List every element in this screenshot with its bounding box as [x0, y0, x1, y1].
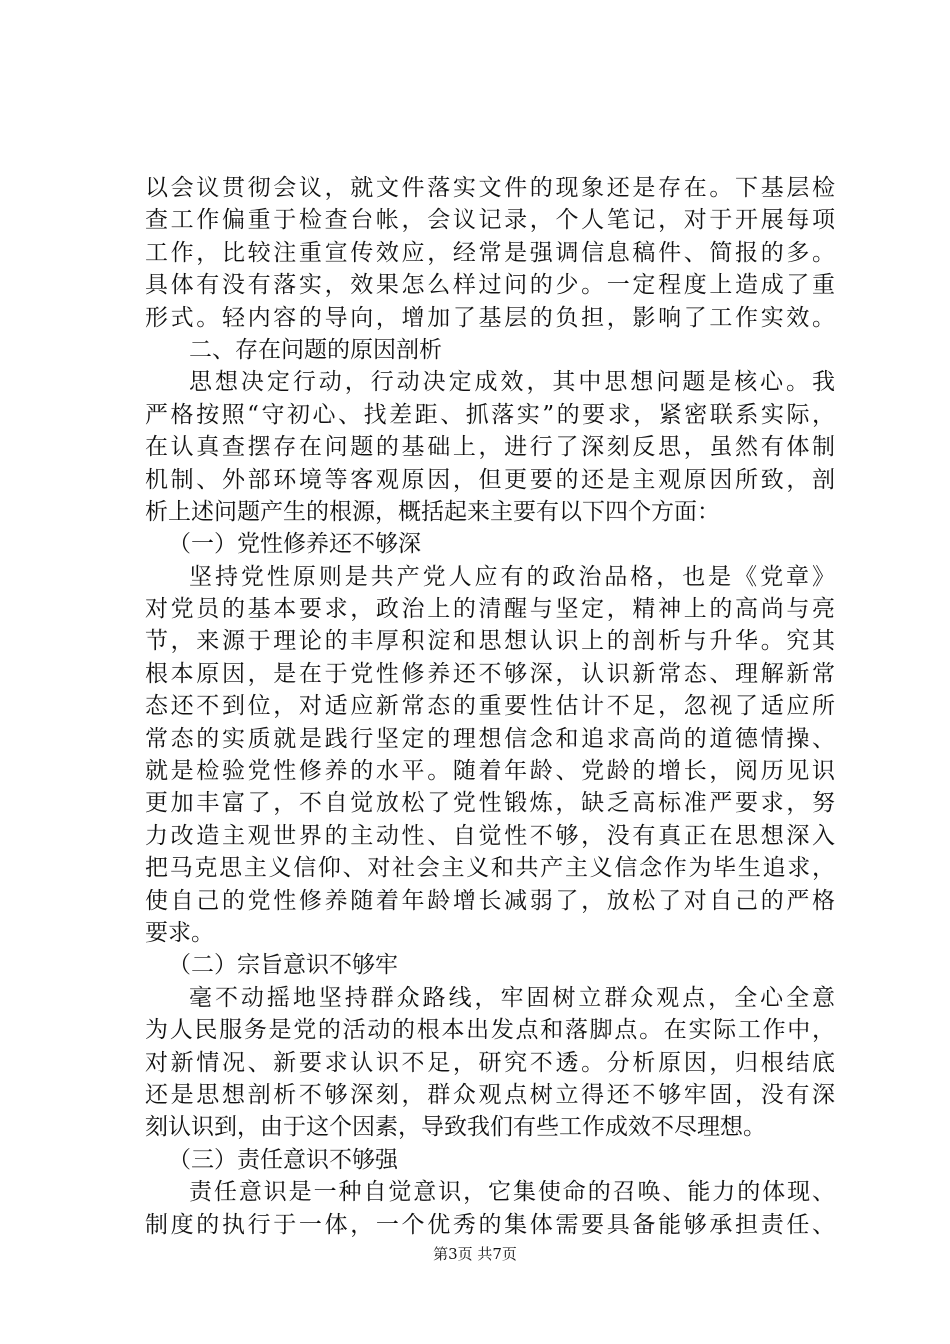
text-line: 对新情况、新要求认识不足，研究不透。分析原因，归根结底	[145, 1049, 835, 1076]
text-line: 责任意识是一种自觉意识，它集使命的召唤、能力的体现、	[189, 1179, 835, 1206]
text-line: 要求。	[145, 919, 214, 946]
text-line: 毫不动摇地坚持群众路线，牢固树立群众观点，全心全意	[189, 984, 835, 1011]
subsection-heading: （二）宗旨意识不够牢	[168, 952, 398, 979]
text-line: 具体有没有落实，效果怎么样过问的少。一定程度上造成了重	[145, 272, 835, 299]
text-line: 就是检验党性修养的水平。随着年龄、党龄的增长，阅历见识	[145, 758, 835, 785]
text-line: 根本原因，是在于党性修养还不够深，认识新常态、理解新常	[145, 660, 835, 687]
text-line: 力改造主观世界的主动性、自觉性不够，没有真正在思想深入	[145, 822, 835, 849]
text-line: 工作，比较注重宣传效应，经常是强调信息稿件、简报的多。	[145, 239, 835, 266]
text-line: 常态的实质就是践行坚定的理想信念和追求高尚的道德情操、	[145, 725, 835, 752]
text-line: 使自己的党性修养随着年龄增长减弱了，放松了对自己的严格	[145, 887, 835, 914]
text-line: 机制、外部环境等客观原因，但更要的还是主观原因所致，剖	[145, 466, 835, 493]
page-footer: 第3页 共7页	[433, 1245, 517, 1263]
text-line: 析上述问题产生的根源，概括起来主要有以下四个方面：	[145, 498, 720, 525]
text-line: 态还不到位，对适应新常态的重要性估计不足，忽视了适应所	[145, 693, 835, 720]
subsection-heading: （三）责任意识不够强	[168, 1146, 398, 1173]
text-line: 查工作偏重于检查台帐，会议记录，个人笔记，对于开展每项	[145, 207, 835, 234]
text-line: 思想决定行动，行动决定成效，其中思想问题是核心。我	[189, 369, 835, 396]
text-line: 节，来源于理论的丰厚积淀和思想认识上的剖析与升华。究其	[145, 628, 835, 655]
text-line: 形式。轻内容的导向，增加了基层的负担，影响了工作实效。	[145, 304, 835, 331]
text-line: 把马克思主义信仰、对社会主义和共产主义信念作为毕生追求，	[145, 855, 835, 882]
text-line: 对党员的基本要求，政治上的清醒与坚定，精神上的高尚与亮	[145, 596, 835, 623]
text-line: 在认真查摆存在问题的基础上，进行了深刻反思，虽然有体制	[145, 434, 835, 461]
text-line: 为人民服务是党的活动的根本出发点和落脚点。在实际工作中，	[145, 1017, 835, 1044]
subsection-heading: （一）党性修养还不够深	[168, 531, 421, 558]
text-line: 制度的执行于一体，一个优秀的集体需要具备能够承担责任、	[145, 1211, 835, 1238]
text-line: 坚持党性原则是共产党人应有的政治品格，也是《党章》	[189, 563, 835, 590]
document-body	[145, 172, 835, 1241]
section-heading: 二、存在问题的原因剖析	[189, 336, 442, 363]
text-line: 严格按照“守初心、找差距、抓落实”的要求，紧密联系实际，	[145, 401, 835, 428]
text-line: 以会议贯彻会议，就文件落实文件的现象还是存在。下基层检	[145, 175, 835, 201]
text-line: 还是思想剖析不够深刻，群众观点树立得还不够牢固，没有深	[145, 1081, 835, 1108]
text-line: 刻认识到，由于这个因素，导致我们有些工作成效不尽理想。	[145, 1114, 766, 1141]
text-line: 更加丰富了，不自觉放松了党性锻炼，缺乏高标准严要求，努	[145, 790, 835, 817]
